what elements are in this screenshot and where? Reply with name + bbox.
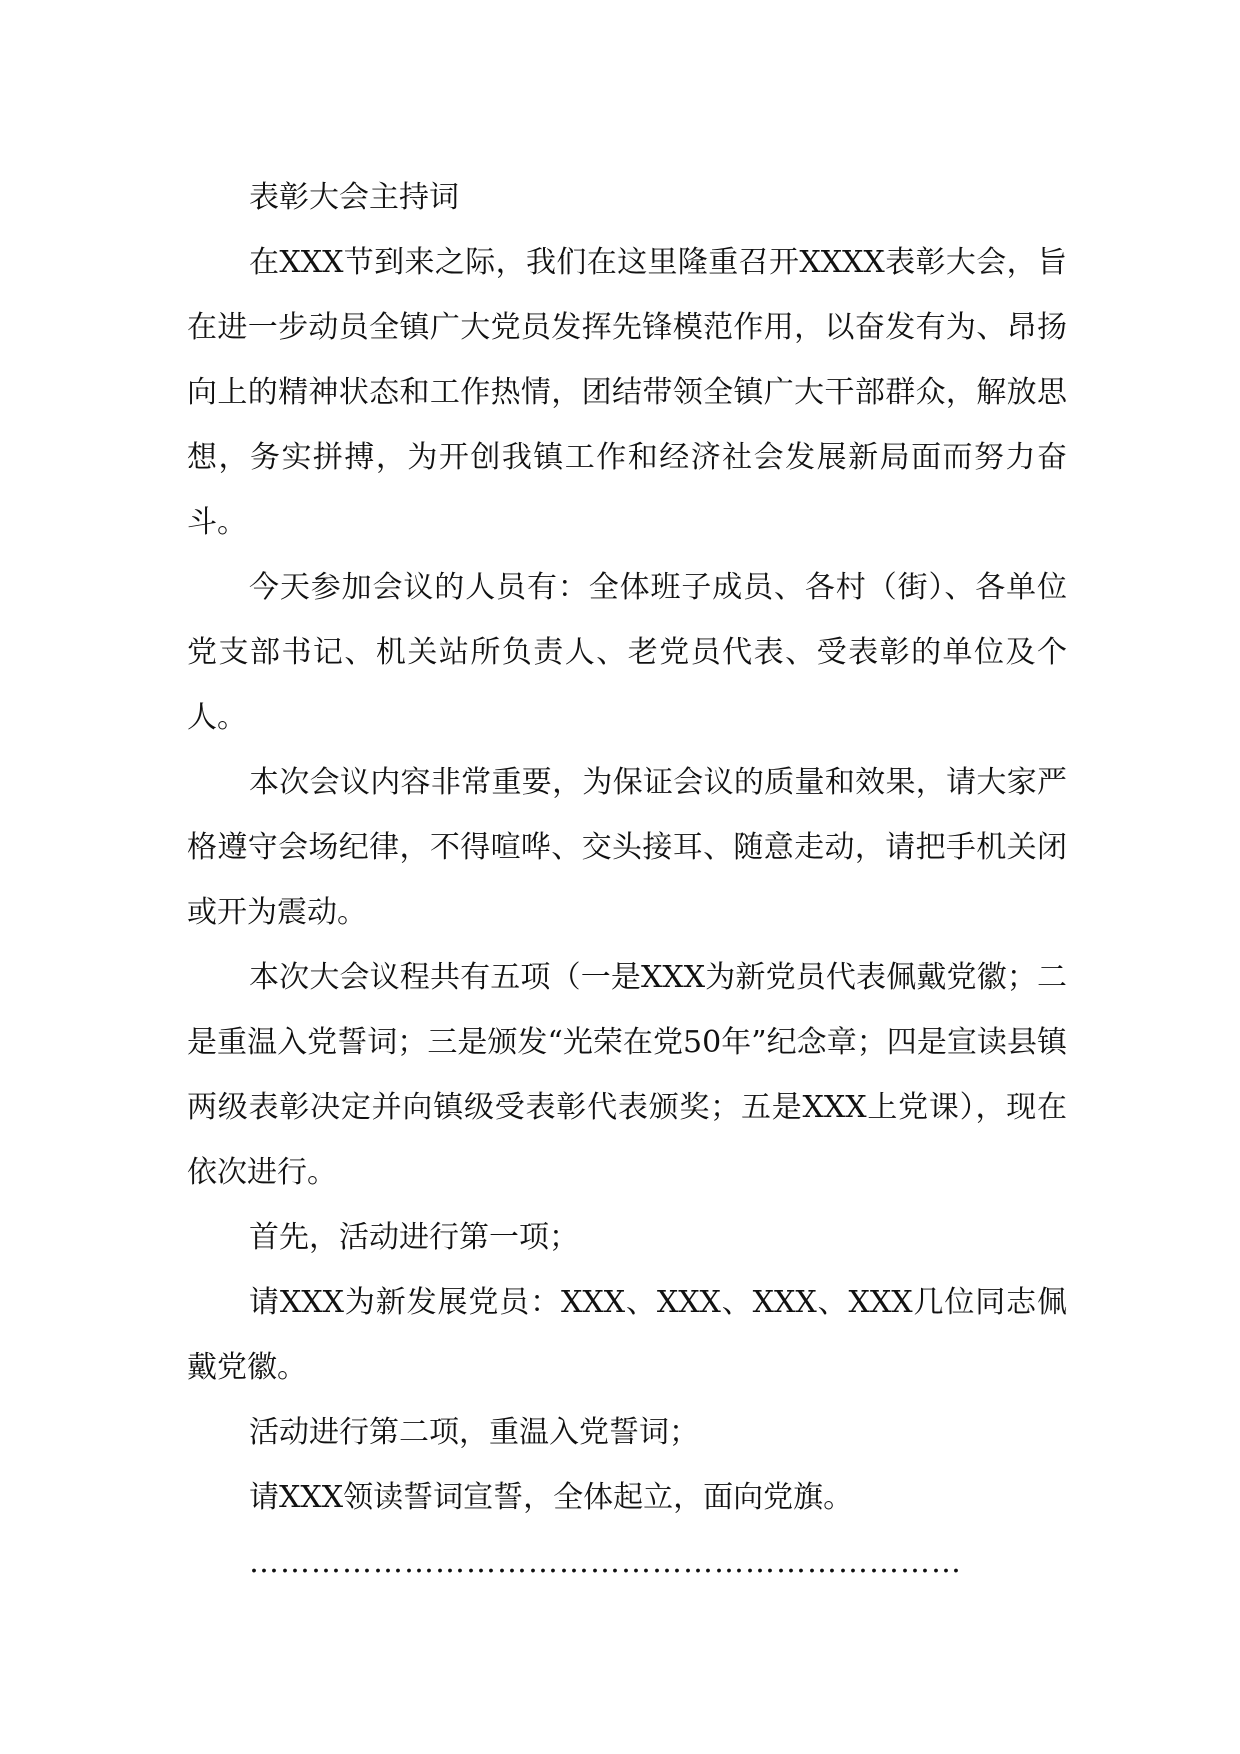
paragraph-agenda: 本次大会议程共有五项（一是XXX为新党员代表佩戴党徽；二是重温入党誓词；三是颁发“光荣在党50年”纪念章；四是宣读县镇两级表彰决定并向镇级受表彰代表颁奖；五是XXX上党课），现在依次进行。 xyxy=(187,960,1067,1190)
document-body xyxy=(187,165,1067,1595)
paragraph-oath: 请XXX领读誓词宣誓，全体起立，面向党旗。 xyxy=(249,1480,854,1515)
ellipsis-line: …………………………………………………………… xyxy=(249,1545,962,1580)
paragraph-badge: 请XXX为新发展党员：XXX、XXX、XXX、XXX几位同志佩戴党徽。 xyxy=(187,1285,1067,1385)
paragraph-item-one: 首先，活动进行第一项； xyxy=(249,1220,579,1255)
paragraph-attendees: 今天参加会议的人员有：全体班子成员、各村（街）、各单位党支部书记、机关站所负责人、老党员代表、受表彰的单位及个人。 xyxy=(187,570,1067,735)
document-title: 表彰大会主持词 xyxy=(249,180,459,215)
paragraph-discipline: 本次会议内容非常重要，为保证会议的质量和效果，请大家严格遵守会场纪律，不得喧哗、交头接耳、随意走动，请把手机关闭或开为震动。 xyxy=(187,765,1067,930)
paragraph-opening: 在XXX节到来之际，我们在这里隆重召开XXXX表彰大会，旨在进一步动员全镇广大党员发挥先锋模范作用，以奋发有为、昂扬向上的精神状态和工作热情，团结带领全镇广大干部群众，解放思想，务实拼搏，为开创我镇工作和经济社会发展新局面而努力奋斗。 xyxy=(187,245,1067,540)
paragraph-item-two: 活动进行第二项，重温入党誓词； xyxy=(249,1415,699,1450)
